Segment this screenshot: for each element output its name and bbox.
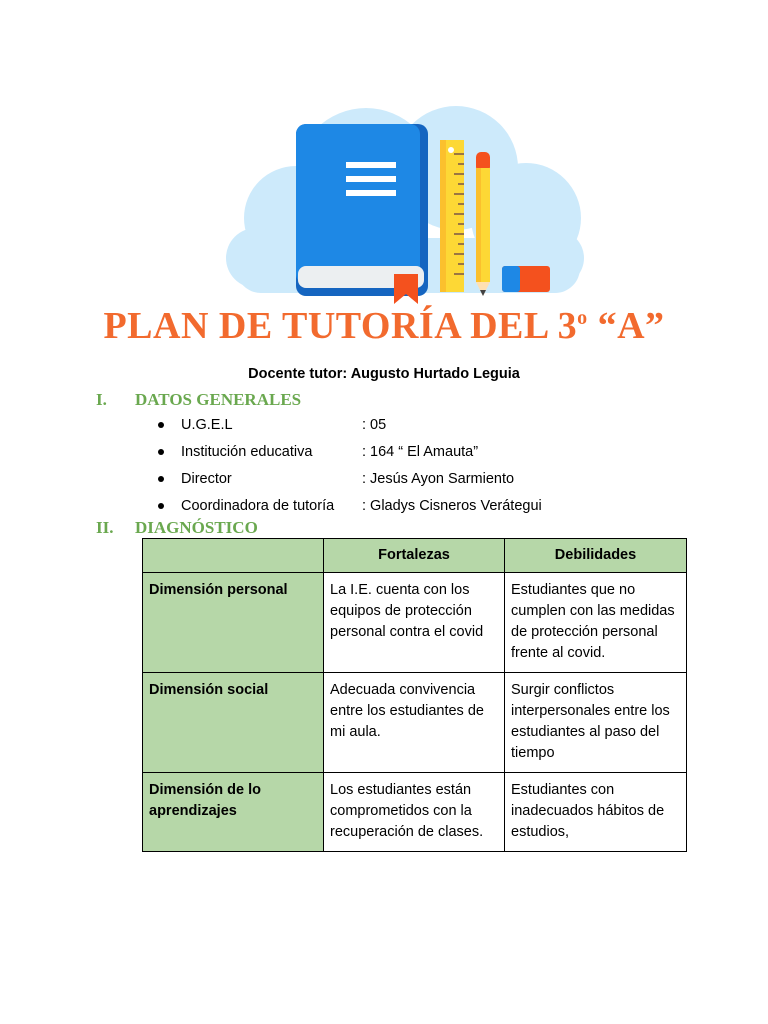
bullet-icon (158, 422, 164, 428)
header-cell-empty (143, 539, 324, 573)
pencil-icon (476, 152, 490, 296)
eraser-icon (502, 266, 550, 292)
section-number: I. (96, 390, 107, 409)
datos-value: : 05 (362, 416, 387, 433)
list-item (158, 465, 618, 492)
list-item (158, 438, 618, 465)
dimension-cell: Dimensión de lo aprendizajes (143, 773, 324, 852)
ruler-icon (440, 140, 464, 292)
title-text: PLAN DE TUTORÍA DEL 3 (103, 305, 578, 347)
list-item (158, 411, 618, 438)
list-item (158, 492, 618, 519)
debilidad-cell: Estudiantes con inadecuados hábitos de estudios, (505, 773, 687, 852)
datos-label: Institución educativa (181, 443, 313, 460)
dimension-cell: Dimensión personal (143, 573, 324, 673)
title-superscript: o (577, 307, 588, 329)
header-illustration (226, 98, 586, 306)
section-datos-generales (96, 390, 301, 410)
dimension-cell: Dimensión social (143, 673, 324, 773)
fortaleza-cell: Los estudiantes están comprometidos con la recuperación de clases. (324, 773, 505, 852)
diagnostico-table (142, 538, 687, 852)
section-diagnostico (96, 518, 258, 538)
table-row (143, 773, 687, 852)
bookmark-icon (394, 274, 418, 304)
section-number: II. (96, 518, 114, 537)
bullet-icon (158, 476, 164, 482)
datos-value: : Jesús Ayon Sarmiento (362, 470, 515, 487)
book-icon (296, 124, 428, 296)
section-title: DIAGNÓSTICO (135, 518, 258, 537)
table-header-row (143, 539, 687, 573)
datos-label: Director (181, 470, 232, 487)
fortaleza-cell: Adecuada convivencia entre los estudiantes de mi aula. (324, 673, 505, 773)
datos-value: : Gladys Cisneros Verátegui (362, 497, 542, 514)
header-cell-debilidades: Debilidades (505, 539, 687, 573)
header-cell-fortalezas: Fortalezas (324, 539, 505, 573)
bullet-icon (158, 503, 164, 509)
table-row (143, 573, 687, 673)
datos-label: U.G.E.L (181, 416, 233, 433)
document-title (0, 304, 768, 348)
datos-list (158, 411, 618, 519)
fortaleza-cell: La I.E. cuenta con los equipos de protección personal contra el covid (324, 573, 505, 673)
debilidad-cell: Estudiantes que no cumplen con las medidas de protección personal frente al covid. (505, 573, 687, 673)
bullet-icon (158, 449, 164, 455)
title-class: “A” (587, 305, 665, 347)
debilidad-cell: Surgir conflictos interpersonales entre los estudiantes al paso del tiempo (505, 673, 687, 773)
datos-label: Coordinadora de tutoría (181, 497, 335, 514)
table-row (143, 673, 687, 773)
section-title: DATOS GENERALES (135, 390, 302, 409)
tutor-line: Docente tutor: Augusto Hurtado Leguia (248, 366, 520, 382)
datos-value: : 164 “ El Amauta” (362, 443, 479, 460)
